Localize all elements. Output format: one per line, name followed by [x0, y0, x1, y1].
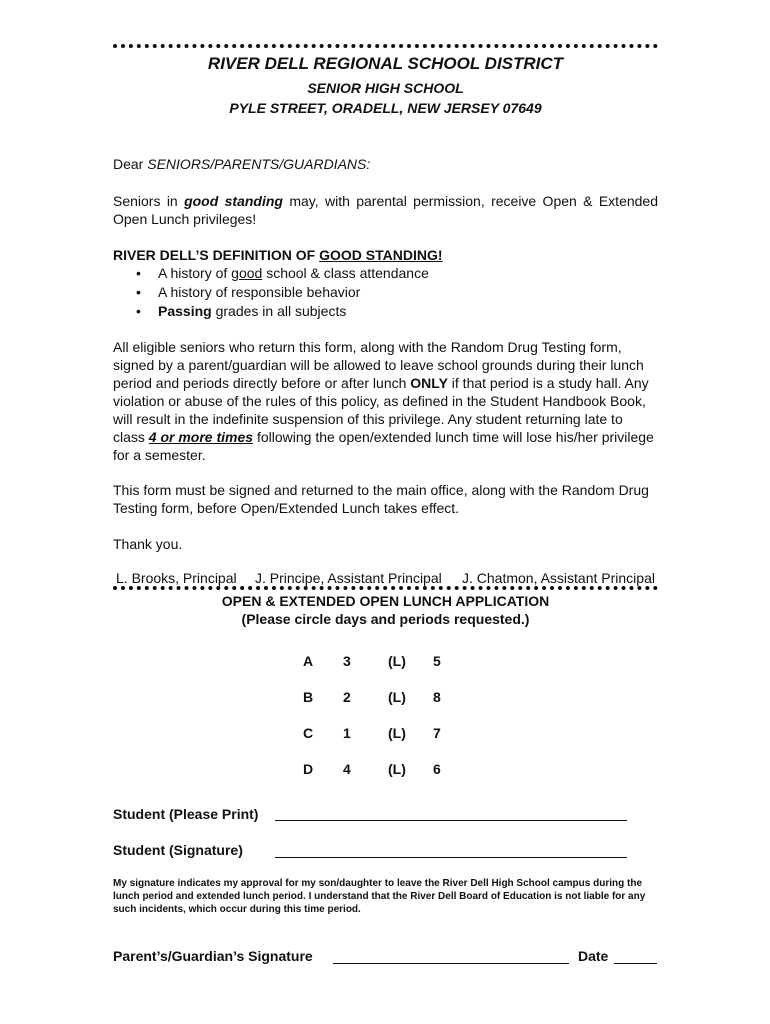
- criteria-attendance-start: A history of: [158, 265, 228, 281]
- definition-term: GOOD STANDING!: [319, 247, 443, 263]
- district-title: RIVER DELL REGIONAL SCHOOL DISTRICT: [207, 54, 564, 73]
- student-print-field[interactable]: [275, 820, 627, 821]
- period-row: [303, 643, 463, 679]
- period-option[interactable]: 6: [433, 761, 441, 777]
- student-signature-field[interactable]: [275, 857, 627, 858]
- closing: Thank you.: [113, 536, 183, 552]
- policy-middle: if that period is a study hall. Any violation or abuse of the rules of this policy, as defined in the Student Handbook Book, will result in the indefinite suspension of this privilege. Any student returning late to class: [113, 375, 649, 445]
- criteria-passing-word: Passing: [158, 303, 212, 319]
- period-row: [303, 715, 463, 751]
- application-subtitle: (Please circle days and periods requested.): [241, 611, 530, 627]
- intro-paragraph: [113, 192, 658, 228]
- standing-criteria-list: [113, 264, 429, 321]
- school-title: SENIOR HIGH SCHOOL: [307, 80, 464, 96]
- period-option[interactable]: 3: [343, 653, 351, 669]
- criteria-good-word: good: [231, 265, 263, 281]
- day-option[interactable]: A: [303, 653, 314, 669]
- policy-paragraph: [113, 338, 658, 464]
- day-option[interactable]: D: [303, 761, 314, 777]
- cut-dotted-divider: [113, 586, 658, 590]
- period-row: [303, 679, 463, 715]
- salutation-prefix: Dear: [113, 156, 144, 172]
- student-signature-label: Student (Signature): [113, 842, 243, 858]
- parent-signature-field[interactable]: [333, 963, 569, 964]
- period-option[interactable]: 8: [433, 689, 441, 705]
- definition-heading: [113, 246, 658, 264]
- criteria-grades: [113, 302, 429, 321]
- lunch-option[interactable]: (L): [388, 761, 406, 777]
- assistant-principal-chatmon: J. Chatmon, Assistant Principal: [462, 570, 655, 586]
- date-label: Date: [578, 948, 609, 964]
- policy-times-emphasis: 4 or more times: [148, 429, 254, 445]
- period-option[interactable]: 5: [433, 653, 441, 669]
- salutation: [113, 155, 658, 173]
- top-dotted-divider: [113, 44, 658, 48]
- intro-start: Seniors in: [113, 193, 178, 209]
- period-option[interactable]: 1: [343, 725, 351, 741]
- salutation-recipients: SENIORS/PARENTS/GUARDIANS:: [147, 156, 371, 172]
- school-address: PYLE STREET, ORADELL, NEW JERSEY 07649: [229, 100, 542, 116]
- policy-start: All eligible seniors who return this form, along with the Random Drug Testing form, signed by a parent/guardian will be allowed to leave school grounds during their lunch period and periods directly before or after lunch: [113, 339, 644, 391]
- date-field[interactable]: [614, 963, 657, 964]
- day-option[interactable]: B: [303, 689, 314, 705]
- criteria-grades-end: grades in all subjects: [215, 303, 347, 319]
- lunch-option[interactable]: (L): [388, 653, 406, 669]
- period-option[interactable]: 2: [343, 689, 351, 705]
- period-option[interactable]: 4: [343, 761, 351, 777]
- lunch-option[interactable]: (L): [388, 689, 406, 705]
- student-print-label: Student (Please Print): [113, 806, 259, 822]
- period-selection-grid: [303, 643, 463, 787]
- period-row: [303, 751, 463, 787]
- intro-end: may, with parental permission, receive Open & Extended Open Lunch privileges!: [113, 193, 658, 227]
- good-standing-emphasis: good standing: [184, 193, 283, 209]
- criteria-attendance: [113, 264, 429, 283]
- definition-prefix: RIVER DELL’S DEFINITION OF: [113, 247, 316, 263]
- policy-only-emphasis: ONLY: [410, 375, 448, 391]
- parental-approval-statement: My signature indicates my approval for my son/daughter to leave the River Dell High School campus during the lunch period and extended lunch period. I understand that the River Dell Board of Education is not liable for any such incidents, which occur during this time period.: [113, 878, 646, 915]
- parent-signature-label: Parent’s/Guardian’s Signature: [113, 948, 313, 964]
- return-instructions: This form must be signed and returned to the main office, along with the Random Drug Testing form, before Open/Extended Lunch takes effect.: [113, 482, 649, 516]
- criteria-behavior: • A history of responsible behavior: [113, 283, 429, 302]
- principal-signatory: L. Brooks, Principal: [116, 570, 237, 586]
- day-option[interactable]: C: [303, 725, 314, 741]
- lunch-option[interactable]: (L): [388, 725, 406, 741]
- criteria-attendance-end: school & class attendance: [266, 265, 429, 281]
- policy-end: following the open/extended lunch time will lose his/her privilege for a semester.: [113, 429, 654, 463]
- application-title: OPEN & EXTENDED OPEN LUNCH APPLICATION: [221, 593, 550, 609]
- assistant-principal-principe: J. Principe, Assistant Principal: [255, 570, 442, 586]
- period-option[interactable]: 7: [433, 725, 441, 741]
